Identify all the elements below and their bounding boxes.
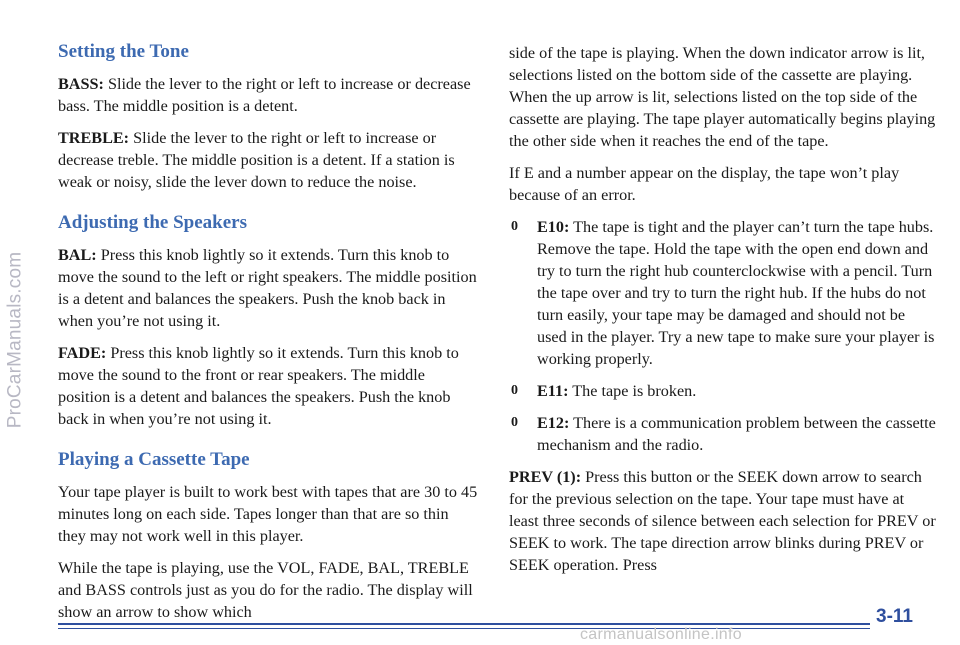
bass-paragraph [58, 73, 478, 117]
error-term: E11: [537, 382, 569, 400]
treble-term: TREBLE: [58, 129, 130, 147]
prev-paragraph [509, 466, 937, 576]
treble-text: Slide the lever to the right or left to increase or decrease treble. The middle position is a detent. If a station is weak or noisy, slide the lever down to reduce the noise. [58, 129, 455, 191]
right-column [509, 42, 937, 586]
fade-term: FADE: [58, 344, 107, 362]
prev-term: PREV (1): [509, 468, 582, 486]
bal-text: Press this knob lightly so it extends. Turn this knob to move the sound to the left or right speakers. The middle position is a detent and balances the speakers. Push the knob back in when you’re not using it. [58, 246, 477, 330]
error-intro-paragraph: If E and a number appear on the display, the tape won’t play because of an error. [509, 164, 900, 204]
list-item [509, 380, 937, 402]
bullet-mark: 0 [511, 383, 518, 398]
left-column [58, 40, 478, 633]
bullet-mark: 0 [511, 415, 518, 430]
treble-paragraph [58, 127, 478, 193]
footer-site-watermark: carmanualsonline.info [580, 626, 742, 643]
cassette-paragraph-1: Your tape player is built to work best with tapes that are 30 to 45 minutes long on each side. Tapes longer than that are so thin they may not work well in this player. [58, 483, 478, 545]
error-term: E10: [537, 218, 570, 236]
error-list [509, 216, 937, 456]
watermark-text: ProCarManuals.com [4, 251, 26, 429]
side-watermark [2, 60, 28, 620]
fade-text: Press this knob lightly so it extends. Turn this knob to move the sound to the front or rear speakers. The middle position is a detent and balances the speakers. Push the knob back in when you’re not using it. [58, 344, 459, 428]
bal-paragraph [58, 244, 478, 332]
list-item [509, 216, 937, 370]
heading-setting-tone: Setting the Tone [58, 41, 189, 62]
bass-term: BASS: [58, 75, 104, 93]
error-text: The tape is tight and the player can’t turn the tape hubs. Remove the tape. Hold the tape with the open end down and try to turn the right hub counterclockwise with a pencil. Turn the tape over and try to turn the right hub. If the hubs do not turn easily, your tape may be damaged and should not be used in the player. Try a new tape to make sure your player is working properly. [537, 218, 935, 368]
bal-term: BAL: [58, 246, 97, 264]
heading-adjusting-speakers: Adjusting the Speakers [58, 212, 247, 233]
heading-playing-cassette: Playing a Cassette Tape [58, 449, 250, 470]
error-text: There is a communication problem between the cassette mechanism and the radio. [537, 414, 936, 454]
error-term: E12: [537, 414, 570, 432]
fade-paragraph [58, 342, 478, 430]
error-text: The tape is broken. [568, 382, 697, 400]
cassette-paragraph-2: While the tape is playing, use the VOL, FADE, BAL, TREBLE and BASS controls just as you do for the radio. The display will show an arrow to show which [58, 559, 473, 621]
prev-text: Press this button or the SEEK down arrow to search for the previous selection on the tape. Your tape must have at least three seconds of silence between each selection for PREV or SEEK to work. The tape direction arrow blinks during PREV or SEEK operation. Press [509, 468, 936, 574]
footer-rule [58, 623, 870, 631]
page-number: 3-11 [876, 606, 913, 627]
bass-text: Slide the lever to the right or left to increase or decrease bass. The middle position is a detent. [58, 75, 471, 115]
bullet-mark: 0 [511, 219, 518, 234]
list-item [509, 412, 937, 456]
tape-side-paragraph: side of the tape is playing. When the down indicator arrow is lit, selections listed on the bottom side of the cassette are playing. When the up arrow is lit, selections listed on the top side of the cassette are playing. The tape player automatically begins playing the other side when it reaches the end of the tape. [509, 44, 936, 150]
